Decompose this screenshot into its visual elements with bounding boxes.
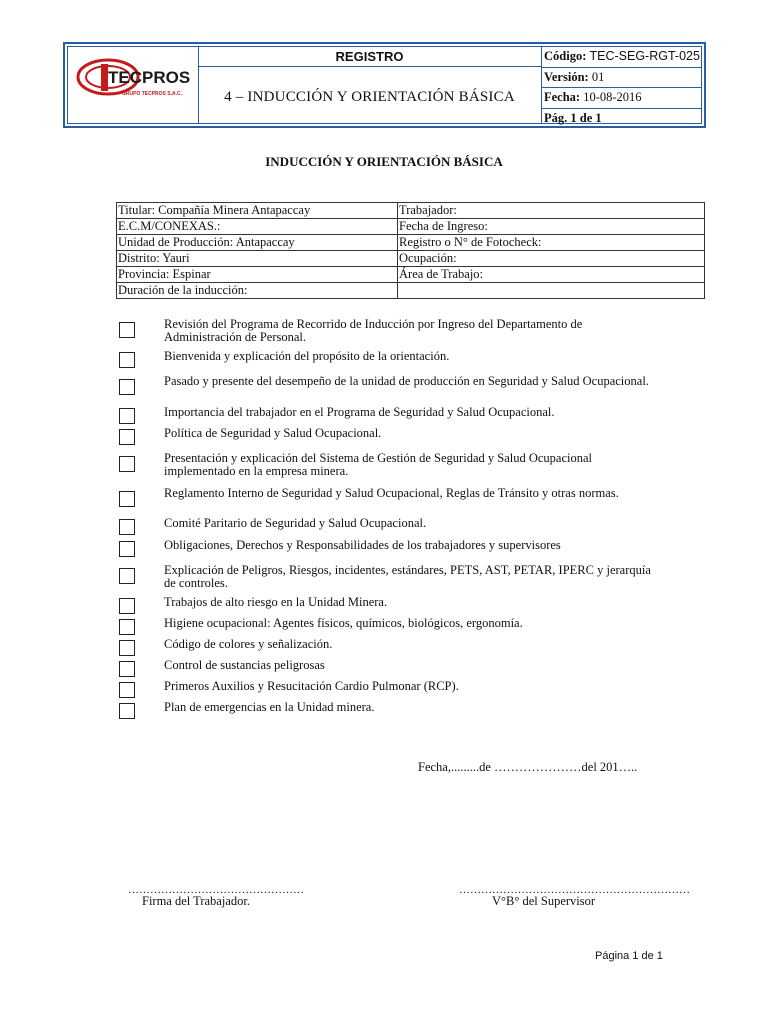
info-cell-left[interactable]: Duración de la inducción: [117,283,398,299]
checklist-item-text: Código de colores y señalización. [164,637,333,651]
header-doc-title: 4 – INDUCCIÓN Y ORIENTACIÓN BÁSICA [224,89,515,105]
checkbox[interactable] [119,519,135,535]
worker-signature-line: ………………………………………… [128,884,304,896]
main-title: INDUCCIÓN Y ORIENTACIÓN BÁSICA [265,154,503,169]
info-cell-left[interactable]: Unidad de Producción: Antapaccay [117,235,398,251]
pag-row [541,109,701,129]
checklist-item-text: Obligaciones, Derechos y Responsabilidades de los trabajadores y supervisores [164,538,561,552]
header-middle-cell [198,47,542,123]
info-cell-right[interactable]: Trabajador: [398,203,705,219]
checklist-item-text: Bienvenida y explicación del propósito de la orientación. [164,349,450,363]
checklist-item-text: Comité Paritario de Seguridad y Salud Ocupacional. [164,516,427,530]
fecha-line: Fecha,.........de …………………del 201….. [418,760,638,774]
checkbox[interactable] [119,682,135,698]
codigo-row: Código: TEC-SEG-RGT-025 [541,47,701,68]
info-row [117,251,705,267]
page-footer: Página 1 de 1 [595,950,663,962]
checkbox[interactable] [119,568,135,584]
checkbox[interactable] [119,429,135,445]
checkbox[interactable] [119,619,135,635]
supervisor-signature-label: V°B° del Supervisor [492,894,596,908]
checklist-item-text: Presentación y explicación del Sistema de Gestión de Seguridad y Salud Ocupacional implementado en la empresa minera. [164,451,593,478]
info-row [117,219,705,235]
info-cell-right[interactable]: Área de Trabajo: [398,267,705,283]
version-row: Versión: 01 [541,68,701,89]
checkbox[interactable] [119,322,135,338]
fecha-row: Fecha: 10-08-2016 [541,88,701,109]
checklist-item-text: Primeros Auxilios y Resucitación Cardio Pulmonar (RCP). [164,679,459,693]
document-header [63,42,706,128]
info-cell-right[interactable]: Fecha de Ingreso: [398,219,705,235]
logo-cell [68,47,199,123]
checklist-item-text: Pasado y presente del desempeño de la unidad de producción en Seguridad y Salud Ocupacional. [164,374,649,388]
checklist-item-text: Trabajos de alto riesgo en la Unidad Minera. [164,595,388,609]
info-cell-right[interactable] [398,283,705,299]
fecha-value: 10-08-2016 [583,90,642,104]
pag-label: Pág. 1 de 1 [544,110,602,125]
checkbox[interactable] [119,456,135,472]
info-row [117,267,705,283]
checkbox[interactable] [119,703,135,719]
header-meta [541,47,701,123]
checkbox[interactable] [119,541,135,557]
info-cell-right[interactable]: Registro o N° de Fotocheck: [398,235,705,251]
checklist-item-text: Revisión del Programa de Recorrido de Inducción por Ingreso del Departamento de Administración de Personal. [164,317,583,344]
version-value: 01 [591,69,605,84]
tecpros-logo-icon [74,55,192,123]
info-row [117,235,705,251]
codigo-value: TEC-SEG-RGT-025 [589,49,700,63]
worker-signature-label: Firma del Trabajador. [142,894,250,908]
checklist-item-text: Política de Seguridad y Salud Ocupacional. [164,426,382,440]
checklist-item-text: Plan de emergencias en la Unidad minera. [164,700,375,714]
supervisor-signature-line: ……………………………………………………… [459,884,690,896]
checkbox[interactable] [119,491,135,507]
svg-text:TECPROS: TECPROS [108,68,191,87]
header-inner [67,46,702,124]
checkbox[interactable] [119,379,135,395]
checklist-item-text: Higiene ocupacional: Agentes físicos, químicos, biológicos, ergonomía. [164,616,523,630]
checklist-item-text: Explicación de Peligros, Riesgos, incidentes, estándares, PETS, AST, PETAR, IPERC y jerarquía de controles. [164,563,651,590]
checkbox[interactable] [119,661,135,677]
info-cell-left[interactable]: Distrito: Yauri [117,251,398,267]
info-cell-left[interactable]: E.C.M/CONEXAS.: [117,219,398,235]
info-row [117,203,705,219]
checklist-item-text: Reglamento Interno de Seguridad y Salud Ocupacional, Reglas de Tránsito y otras normas. [164,486,619,500]
checklist-item-text: Importancia del trabajador en el Programa de Seguridad y Salud Ocupacional. [164,405,555,419]
info-cell-right[interactable]: Ocupación: [398,251,705,267]
checkbox[interactable] [119,598,135,614]
info-table [116,202,705,299]
svg-text:GRUPO TECPROS S.A.C.: GRUPO TECPROS S.A.C. [122,91,183,97]
info-cell-left[interactable]: Titular: Compañía Minera Antapaccay [117,203,398,219]
checkbox[interactable] [119,408,135,424]
checklist-item-text: Control de sustancias peligrosas [164,658,325,672]
checkbox[interactable] [119,640,135,656]
info-cell-left[interactable]: Provincia: Espinar [117,267,398,283]
registro-label: REGISTRO [198,47,541,67]
checkbox[interactable] [119,352,135,368]
info-row [117,283,705,299]
